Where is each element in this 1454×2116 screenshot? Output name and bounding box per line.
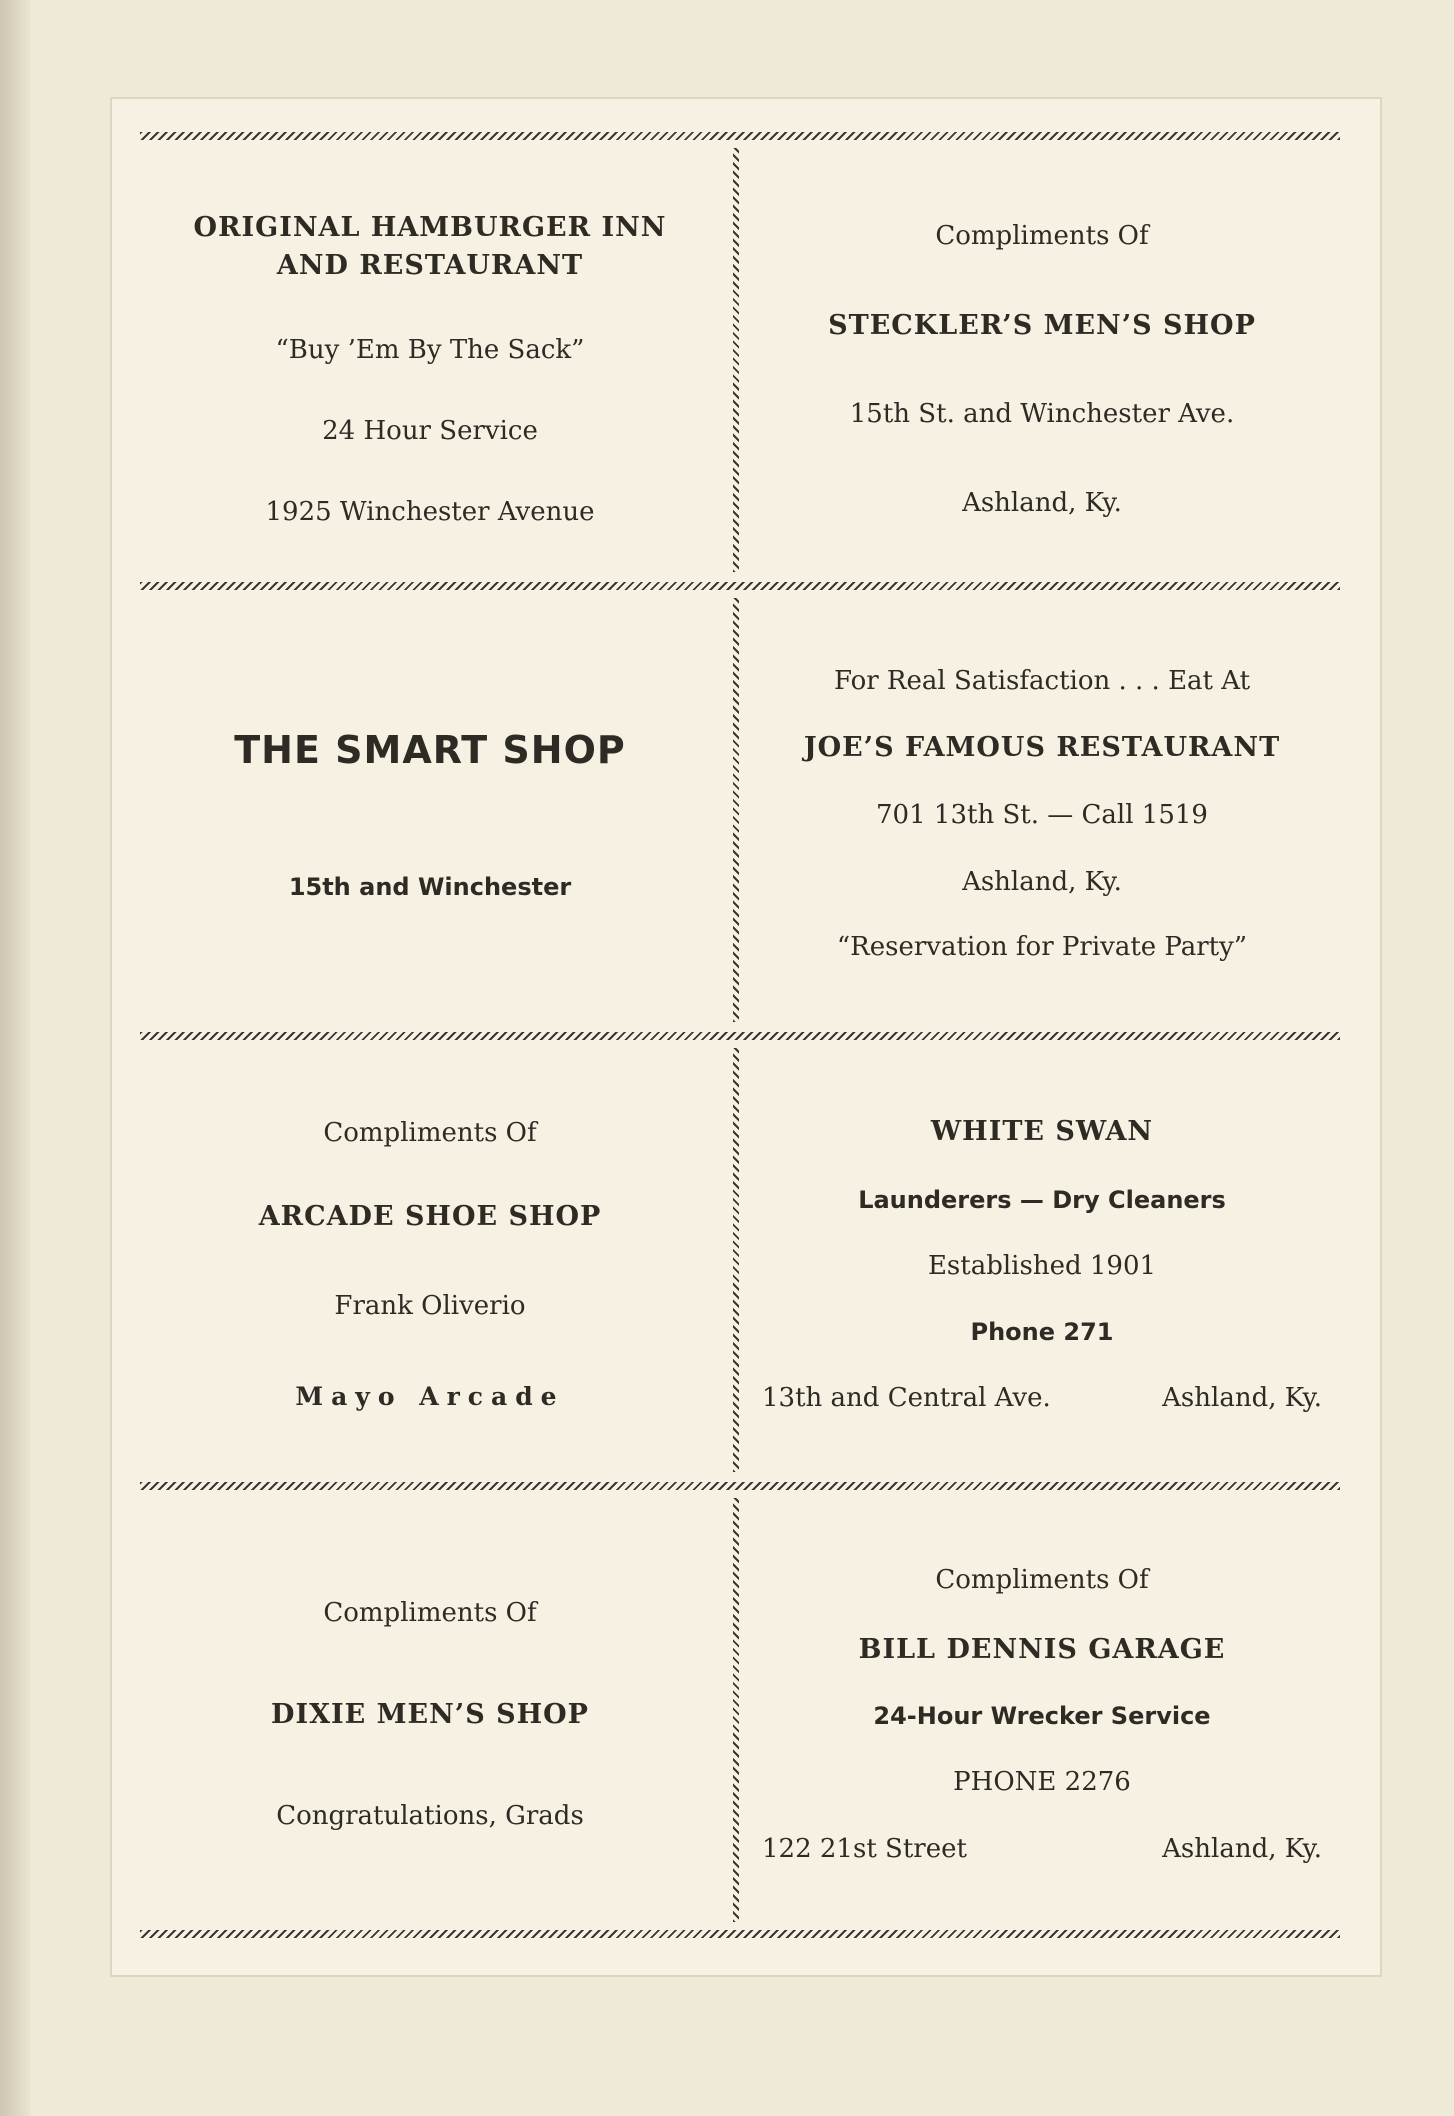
- ad-footer: [762, 1383, 1322, 1414]
- ad-compliments: Compliments Of: [935, 221, 1149, 252]
- ad-arcade-shoe-shop: [140, 1050, 720, 1480]
- ad-proprietor: Frank Oliverio: [334, 1291, 526, 1322]
- ad-location: Mayo Arcade: [295, 1382, 565, 1412]
- ad-address: 15th and Winchester: [288, 873, 572, 902]
- ad-title: JOE’S FAMOUS RESTAURANT: [803, 731, 1281, 763]
- column-divider: [733, 1048, 739, 1472]
- ad-note: “Reservation for Private Party”: [836, 932, 1248, 963]
- ad-title: AND RESTAURANT: [276, 250, 584, 282]
- ad-title: BILL DENNIS GARAGE: [858, 1633, 1226, 1665]
- ad-city: Ashland, Ky.: [962, 487, 1122, 518]
- column-divider: [733, 148, 739, 572]
- ad-text: 24 Hour Service: [322, 415, 538, 446]
- ad-title: WHITE SWAN: [930, 1115, 1154, 1147]
- ad-hamburger-inn: [140, 160, 720, 580]
- ad-phone: PHONE 2276: [953, 1767, 1131, 1797]
- ad-compliments: Compliments Of: [323, 1597, 537, 1628]
- ad-bill-dennis-garage: [752, 1500, 1332, 1930]
- divider-rule: [140, 132, 1340, 140]
- ad-service: 24-Hour Wrecker Service: [873, 1702, 1211, 1731]
- ad-message: Congratulations, Grads: [276, 1801, 584, 1832]
- ad-address: 701 13th St. — Call 1519: [876, 800, 1208, 830]
- ad-compliments: Compliments Of: [935, 1564, 1149, 1595]
- ad-address: 1925 Winchester Avenue: [265, 496, 595, 527]
- ad-dixie-mens-shop: [140, 1500, 720, 1930]
- ad-steckler-mens-shop: [752, 160, 1332, 580]
- ad-city: Ashland, Ky.: [1162, 1834, 1322, 1865]
- column-divider: [733, 1498, 739, 1922]
- ad-city: Ashland, Ky.: [962, 867, 1122, 898]
- ad-joes-famous-restaurant: [752, 600, 1332, 1030]
- ad-city: Ashland, Ky.: [1162, 1382, 1322, 1413]
- divider-rule: [140, 1482, 1340, 1490]
- ad-phone: Phone 271: [970, 1318, 1114, 1347]
- divider-rule: [140, 1032, 1340, 1040]
- ad-established: Established 1901: [927, 1251, 1157, 1281]
- ad-services: Launderers — Dry Cleaners: [858, 1186, 1226, 1215]
- ad-address: 13th and Central Ave.: [762, 1382, 1051, 1413]
- divider-rule: [140, 1930, 1340, 1938]
- ad-title: ARCADE SHOE SHOP: [258, 1200, 602, 1232]
- ad-address: 15th St. and Winchester Ave.: [849, 398, 1235, 429]
- ad-title: ORIGINAL HAMBURGER INN: [193, 211, 667, 243]
- ad-address: 122 21st Street: [762, 1834, 967, 1865]
- ad-tagline: For Real Satisfaction . . . Eat At: [833, 666, 1251, 697]
- ad-title: STECKLER’S MEN’S SHOP: [828, 310, 1256, 342]
- ad-white-swan: [752, 1050, 1332, 1480]
- ad-grid: [140, 130, 1340, 1940]
- column-divider: [733, 598, 739, 1022]
- page-binding-edge: [0, 0, 30, 2116]
- ad-title: DIXIE MEN’S SHOP: [271, 1698, 589, 1730]
- ad-smart-shop: [140, 600, 720, 1030]
- ad-footer: [762, 1834, 1322, 1865]
- ad-slogan: “Buy ’Em By The Sack”: [275, 334, 585, 365]
- ad-compliments: Compliments Of: [323, 1117, 537, 1148]
- ad-title: THE SMART SHOP: [234, 727, 626, 772]
- divider-rule: [140, 582, 1340, 590]
